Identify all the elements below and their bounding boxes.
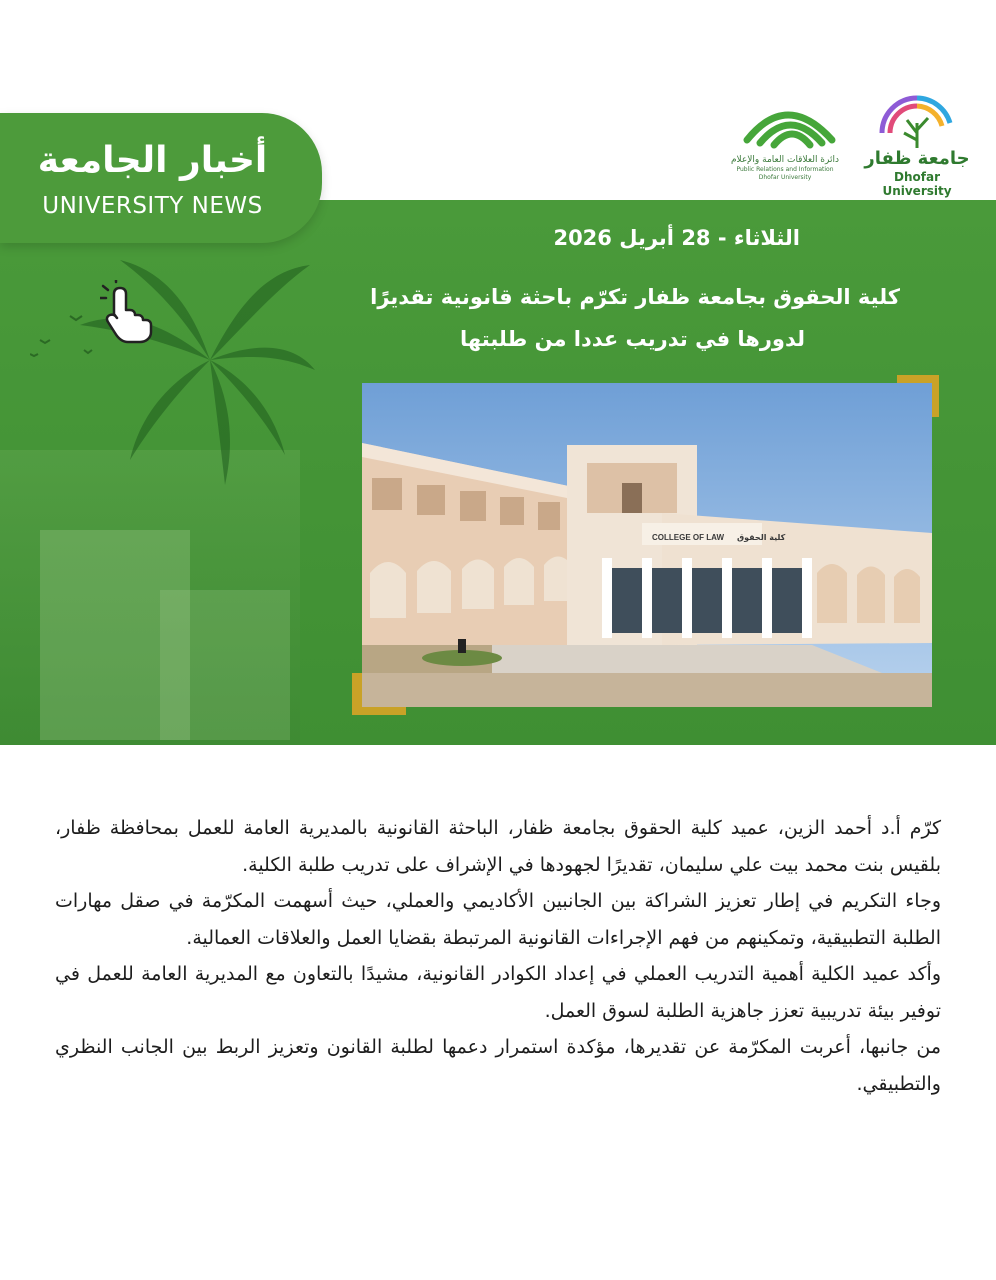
article-title-line-2: لدورها في تدريب عددا من طلبتها (460, 327, 805, 351)
article-paragraph: من جانبها، أعربت المكرّمة عن تقديرها، مؤكدة استمرار دعمها لطلبة القانون وتعزيز الربط بين الجانب النظري والتطبيقي. (55, 1036, 941, 1095)
article-date: الثلاثاء - 28 أبريل 2026 (553, 226, 800, 250)
header-title-en: UNIVERSITY NEWS (42, 193, 263, 219)
article-body (55, 810, 941, 1102)
photo-sign-en: COLLEGE OF LAW (652, 533, 724, 542)
university-name-en: Dhofar University (882, 170, 952, 198)
department-name-ar: دائرة العلاقات العامة والإعلام (730, 155, 839, 165)
background-building (160, 590, 290, 740)
department-name-en: Public Relations and Information (736, 166, 834, 173)
photo-sign-ar: كلية الحقوق (737, 533, 786, 542)
article-paragraph: وجاء التكريم في إطار تعزيز الشراكة بين الجانبين الأكاديمي والعملي، حيث أسهمت المكرّمة في صقل مهارات الطلبة التطبيقية، وتمكينهم من فهم الإجراءات القانونية المرتبطة بقضايا العمل والعلاقات العمالية. (55, 890, 941, 949)
arcs-logo-icon (732, 95, 844, 155)
article-title-line-1: كلية الحقوق بجامعة ظفار تكرّم باحثة قانونية تقديرًا (370, 285, 900, 309)
college-building-photo (362, 383, 932, 707)
birds-icon (30, 310, 110, 370)
article-paragraph: كرّم أ.د أحمد الزين، عميد كلية الحقوق بجامعة ظفار، الباحثة القانونية بالمديرية العامة للعمل بمحافظة ظفار، بلقيس بنت محمد بيت علي سليمان، تقديرًا لجهودها في الإشراف على تدريب طلبة الكلية. (55, 817, 941, 876)
header-title-ar: أخبار الجامعة (37, 140, 268, 181)
department-sub-en: Dhofar University (758, 174, 812, 181)
university-name-ar: جامعة ظفار (864, 148, 970, 169)
article-paragraph: وأكد عميد الكلية أهمية التدريب العملي في إعداد الكوادر القانونية، مشيدًا بالتعاون مع المديرية العامة للعمل في توفير بيئة تدريبية تعزز جاهزية الطلبة لسوق العمل. (55, 963, 941, 1022)
